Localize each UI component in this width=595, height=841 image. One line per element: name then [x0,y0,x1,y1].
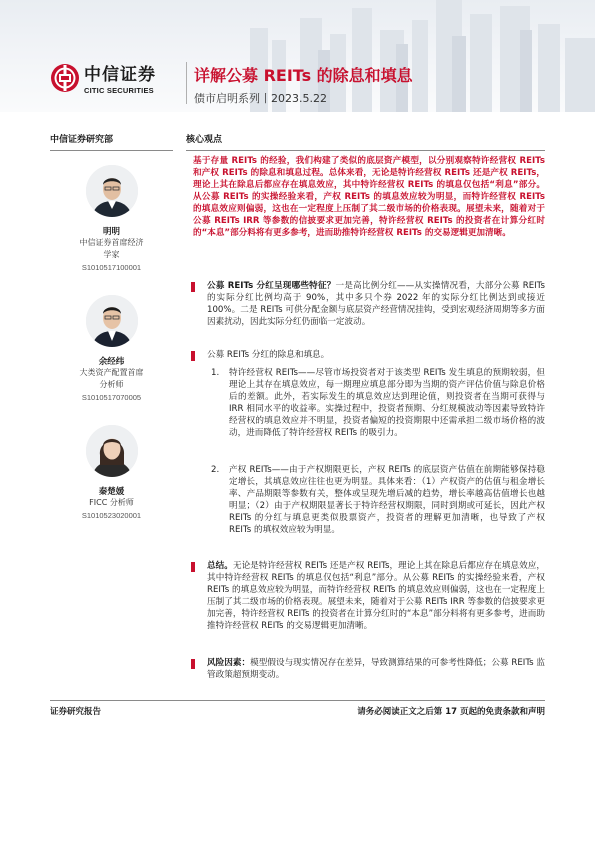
citic-logo-icon [50,63,80,93]
analyst-title: FICC 分析师 [89,498,134,507]
bullet-marker [191,659,195,669]
analyst-license-id: S1010517070005 [81,393,142,402]
paragraph-risk-factors [207,657,545,681]
paragraph-dividend-features [207,280,545,328]
analyst-title: 分析师 [99,380,124,389]
analyst-license-id: S1010517100001 [81,263,142,272]
list-item-property-reits: 产权 REITs——由于产权期限更长，产权 REITs 的底层资产估值在前期能够保持稳定增长，其填息效应往往也更为明显。具体来看：（1）产权资产的估值与租金增长率、产品期限等参数有关，整体或呈现先增后减的趋势，增长率越高估值增长也越明显；（2）由于产权期限显著长于特许经营权期限，同时到期或可延长，因此产权 REITs 的分红与填息更类似股票资产，投资者的理解更加清晰，也导致了产权 REITs 的填权效应较为明显。 [229,465,545,536]
core-views-heading: 核心观点 [186,132,545,151]
analyst-title: 学家 [103,250,120,259]
logo-chinese-text: 中信证券 [84,65,156,85]
avatar [86,165,138,217]
paragraph-body: 无论是特许经营权 REITs 还是产权 REITs，理论上其在除息后都应存在填息效应，其中特许经营权 REITs 的填息仅包括“利息”部分。从公募 REITs 的实操经验来看，产权 REITs 的填息效应较为明显，而特许经营权 REITs 的填息效应则偏弱，这也在一定程度上压制了其二级市场的价格表现。展望未来，随着对于公募 REITs IRR 等参数的信披要求更加完善，特许经营权 REITs 的投资者在计算分红时的“本息”部分料将有更多参考，进而助推特许经营权 REITs 的交易逻辑更加清晰。 [207,561,545,632]
analyst-card [50,165,173,274]
core-summary: 基于存量 REITs 的经验，我们构建了类似的底层资产模型，以分别观察特许经营权 REITs 和产权 REITs 的除息和填息过程。总体来看，无论是特许经营权 REITs 还是产权 REITs，理论上其在除息后都应存在填息效应，其中特许经营权 REITs 的填息仅包括“利息”部分。从公募 REITs 的实操经验来看，产权 REITs 的填息效应较为明显，而特许经营权 REITs 的填息效应则偏弱，这也在一定程度上压制了其二级市场的价格表现。展望未来，随着对于公募 REITs IRR 等参数的信披要求更加完善，特许经营权 REITs 的投资者在计算分红时的“本息”部分料将有更多参考，进而助推特许经营权 REITs 的交易逻辑更加清晰。 [193,156,545,239]
analyst-card [50,295,173,404]
list-item-franchise-reits: 特许经营权 REITs——尽管市场投资者对于该类型 REITs 发生填息的预期较弱，但理论上其存在填息效应，每一期理应填息部分即为当期的资产评估价值与除息价格后的差额。此外，若实际发生的填息效应达到理论值，则投资者在当期可获得与 IRR 相同水平的收益率。实操过程中，投资者预期、分红规模波动等因素导致特许经营权的填息效应并不明显，投资者偏短的投资期限中还需承担二级市场价格的波动，进而降低了特许经营权 REITs 的吸引力。 [229,368,545,439]
analyst-name: 明明 [102,227,120,237]
list-item-number: 2. [211,465,220,475]
paragraph-body: 模型假设与现实情况存在差异，导致测算结果的可参考性降低；公募 REITs 监管政策超预期变动。 [207,658,545,681]
paragraph-ex-dividend-heading: 公募 REITs 分红的除息和填息。 [207,350,330,360]
bullet-marker [191,282,195,292]
paragraph-body: 一是高比例分红——从实操情况看，大部分公募 REITs 的实际分红比例均高于 90%，其中多只个券 2022 年的实际分红比例达到或接近 100%。二是 REITs 可供分配金额与底层资产经营情况挂钩，受到宏观经济周期等多方面因素扰动，因此实际分红仍面临一定波动。 [207,281,545,328]
analyst-name: 秦楚媛 [98,487,125,497]
footer-divider [50,700,545,701]
paragraph-lead: 总结。 [207,561,233,571]
bullet-marker [191,351,195,361]
analyst-card [50,425,173,522]
company-logo [50,60,156,95]
avatar [86,295,138,347]
paragraph-lead: 风险因素： [207,658,251,668]
document-subtitle: 债市启明系列丨2023.5.22 [194,92,327,105]
paragraph-conclusion [207,560,545,632]
document-title: 详解公募 REITs 的除息和填息 [194,66,413,85]
analyst-title: 大类资产配置首席 [79,368,144,377]
footer-disclaimer: 请务必阅读正文之后第 17 页起的免责条款和声明 [357,707,545,717]
list-item-number: 1. [211,368,220,378]
paragraph-lead: 公募 REITs 分红呈现哪些特征？ [207,281,336,291]
analyst-name: 余经纬 [98,357,125,367]
logo-english-text: CITIC SECURITIES [84,86,154,95]
analyst-license-id: S1010523020001 [81,511,142,520]
bullet-marker [191,562,195,572]
title-divider [186,62,187,104]
footer-report-type: 证券研究报告 [50,707,102,717]
analyst-title: 中信证券首席经济 [79,238,144,247]
research-dept-heading: 中信证券研究部 [50,132,173,151]
avatar [86,425,138,477]
